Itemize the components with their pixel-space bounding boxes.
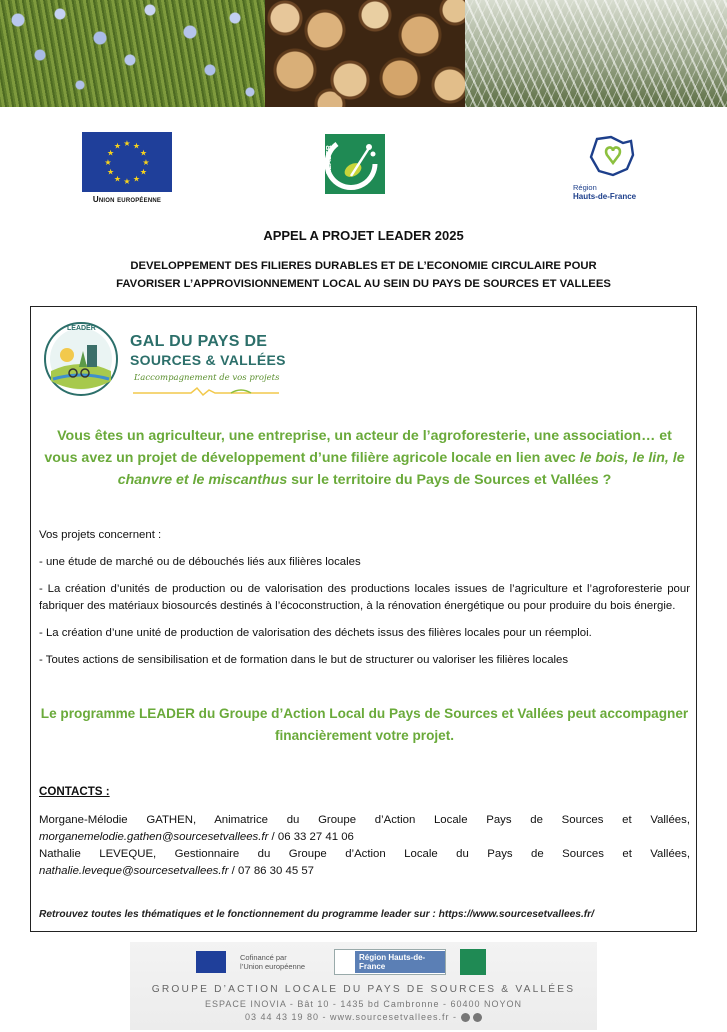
projects-heading: Vos projets concernent : [39,529,162,541]
eu-logo [82,132,172,204]
eu-star-icon: ★ [113,141,122,151]
contact-2-name: Nathalie LEVEQUE, Gestionnaire du Groupe d’Action Locale du Pays de Sources et Vallées, [39,848,690,860]
call-for-projects-box [30,306,697,932]
funding-logos-row [196,949,486,975]
contact-2 [39,846,690,880]
cofinance-line-2: l’Union européenne [240,962,306,971]
header-banner [0,0,727,107]
gal-footer [130,942,597,1030]
program-statement: Le programme LEADER du Groupe d’Action Local du Pays de Sources et Vallées peut accompagner financièrement votre projet. [40,706,689,743]
eu-star-icon: ★ [139,167,148,177]
intro-emphasis: le bois, le lin, le chanvre et le miscanthus [117,450,685,488]
eu-star-icon: ★ [123,177,131,186]
cofinance-line-1: Cofinancé par [240,953,287,962]
contacts-title: CONTACTS : [39,785,110,798]
footer-gal-name: GROUPE D’ACTION LOCALE DU PAYS DE SOURCES & VALLÉES [151,984,576,995]
region-small-text: Région Hauts-de-France [355,951,445,973]
footer-contact-text: 03 44 43 19 80 - www.sourcesetvallees.fr - [244,1012,458,1022]
wood-logs-image [265,0,465,107]
eu-star-icon: ★ [113,174,122,184]
intro-question [39,425,690,491]
page-title: APPEL A PROJET LEADER 2025 [263,228,464,243]
gal-logo [43,321,293,401]
footer-address: ESPACE INOVIA - Bât 10 - 1435 bd Cambronne - 60400 NOYON [205,999,522,1009]
project-item: - une étude de marché ou de débouchés liés aux filières locales [39,556,361,568]
gal-emblem-icon [43,321,119,397]
eu-star-icon: ★ [106,167,115,177]
project-item: - La création d’une unité de production de valorisation des déchets issus des filières locales pour un réemploi. [39,627,592,639]
footer-contact [130,1012,597,1022]
linkedin-icon[interactable] [473,1013,482,1022]
flax-field-image [0,0,265,107]
subtitle-line-1: DEVELOPPEMENT DES FILIERES DURABLES ET DE L’ECONOMIE CIRCULAIRE POUR [130,260,597,272]
eu-star-icon: ★ [106,148,115,158]
contact-1 [39,812,690,846]
project-item: - Toutes actions de sensibilisation et de formation dans le but de structurer ou valoriser les filières locales [39,654,569,666]
leader-logo [325,134,385,194]
facebook-icon[interactable] [461,1013,470,1022]
contact-1-email[interactable]: morganemelodie.gathen@sourcesetvallees.fr [39,831,269,843]
eu-star-icon: ★ [139,148,148,158]
eu-star-icon: ★ [132,141,141,151]
miscanthus-grass-image [465,0,727,107]
subtitle-line-2: FAVORISER L’APPROVISIONNEMENT LOCAL AU SEIN DU PAYS DE SOURCES ET VALLEES [116,278,611,290]
contact-1-name: Morgane-Mélodie GATHEN, Animatrice du Groupe d’Action Locale Pays de Sources et Vallées, [39,814,690,826]
gal-name-line-1: GAL DU PAYS DE [130,333,268,350]
cofinance-text [240,953,320,971]
gal-underline-wave-icon [131,385,281,397]
leader-vertical-text: LEADER [326,145,333,174]
eu-star-icon: ★ [123,139,131,148]
page-subtitle [40,257,687,293]
eu-flag-icon [82,132,172,192]
gal-tagline: L’accompagnement de vos projets [134,373,280,383]
project-item: - La création d’unités de production ou de valorisation des productions locales issues de l’agriculture et l’agroforesterie pour fabriquer des matériaux biosourcés destinés à l’écoconstruction, à la rénovation énergétique ou pour produire du bois énergie. [39,583,690,612]
region-hauts-de-france-logo [573,133,653,205]
region-caption [573,183,636,201]
eu-star-icon: ★ [132,174,141,184]
contact-2-email[interactable]: nathalie.leveque@sourcesetvallees.fr [39,865,229,877]
region-small-logo [334,949,446,975]
contact-1-phone: / 06 33 27 41 06 [268,831,354,843]
intro-part-2: sur le territoire du Pays de Sources et Vallées ? [287,472,612,488]
contact-2-phone: / 07 86 30 45 57 [228,865,315,877]
eu-star-icon: ★ [142,158,150,167]
eu-flag-small-icon [196,951,226,973]
eu-caption: Union européenne [92,195,162,204]
gal-leader-badge: LEADER [67,325,96,332]
region-name-label: Hauts-de-France [573,192,637,201]
gal-name-line-2: SOURCES & VALLÉES [130,352,286,368]
projects-section [39,527,690,669]
eu-star-icon: ★ [104,158,112,167]
website-note: Retrouvez toutes les thématiques et le fonctionnement du programme leader sur : https://www.sourcesetvallees.fr/ [39,909,594,920]
intro-part-1: Vous êtes un agriculteur, une entreprise, un acteur de l’agroforesterie, une association… et vous avez un projet de développement d’une filière agricole locale en lien avec [44,428,672,466]
region-small-label: Région [573,183,597,192]
leader-small-icon [460,949,486,975]
contacts-section [39,812,690,880]
